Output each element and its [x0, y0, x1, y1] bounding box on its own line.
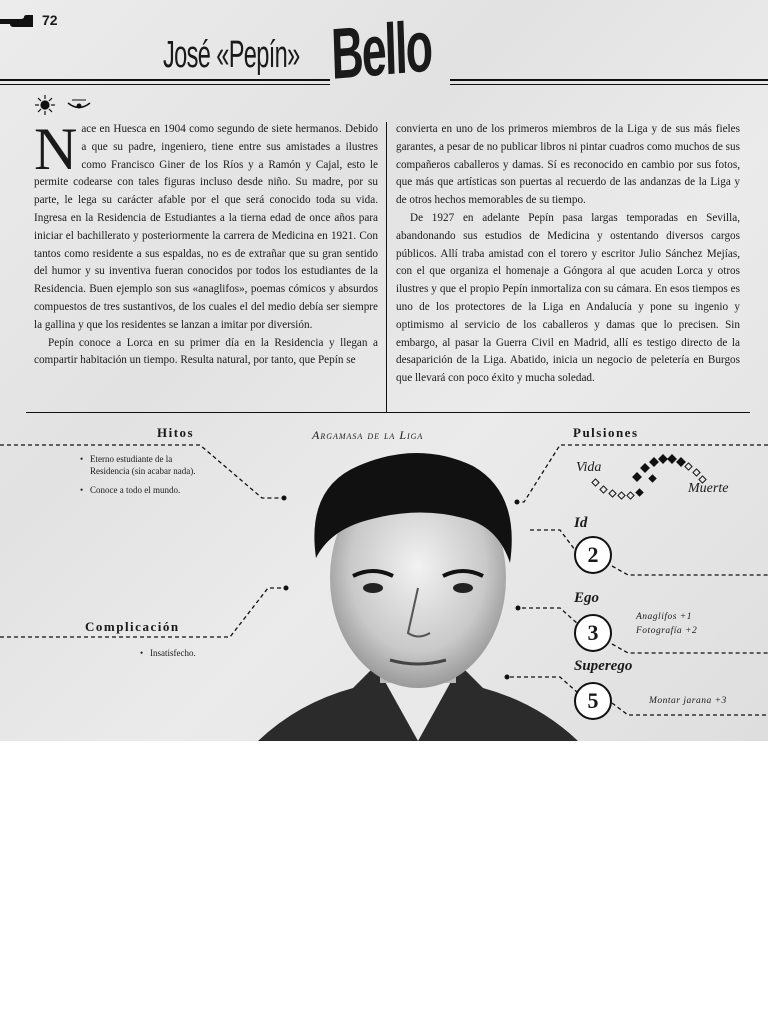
- title-surname: Bello: [330, 6, 433, 95]
- hitos-list: [80, 453, 205, 503]
- ego-note: Fotografía +2: [636, 626, 698, 636]
- hitos-item: • Eterno estudiante de la Residencia (sin acabar nada).: [80, 453, 205, 477]
- bio-paragraph-3: convierta en uno de los primeros miembros de la Liga y de sus más fieles garantes, a pesar de no publicar libros ni pintar cuadros como muchos de sus compañeros caballeros y damas. Sí es reconocido en cambio por sus fotos, que más que artísticas son puertas al recuerdo de las andanzas de la Liga y de otros hechos memorables de su tiempo.: [396, 123, 740, 207]
- bio-right-column: [396, 121, 740, 388]
- pointing-hand-icon: [0, 14, 34, 28]
- page-number: 72: [42, 12, 58, 28]
- column-divider: [386, 122, 387, 412]
- header-rule-right: [450, 79, 768, 81]
- pulsion-meter-icon: [590, 452, 715, 502]
- eye-ornament-icon: [68, 100, 90, 109]
- complicacion-list: [140, 647, 230, 666]
- superego-label: Superego: [574, 658, 633, 674]
- hitos-heading: Hitos: [157, 425, 195, 440]
- drop-cap: N: [34, 116, 78, 182]
- ego-label: Ego: [574, 590, 600, 606]
- title-first-name: José «Pepín»: [163, 34, 300, 76]
- header-rule-right-thin: [450, 84, 768, 85]
- hitos-item: • Conoce a todo el mundo.: [80, 484, 205, 496]
- superego-note: Montar jarana +3: [649, 696, 727, 706]
- complicacion-item: • Insatisfecho.: [140, 647, 230, 659]
- vida-label: Vida: [576, 460, 602, 475]
- superego-value-circle: 5: [574, 682, 612, 720]
- header-rule-left: [0, 79, 330, 81]
- bio-paragraph-2: Pepín conoce a Lorca en su primer día en la Residencia y llegan a compartir habitación un tiempo. Resulta natural, por tanto, que Pepín se: [34, 336, 378, 367]
- bio-paragraph-1: ace en Huesca en 1904 como segundo de siete hermanos. Debido a que su padre, ingeniero, tiene entre sus amistades a ilustres como Francisco Giner de los Ríos y a Ramón y Cajal, esto le permite codearse con tales figuras incluso desde niño. Su madre, por su parte, le lega su carácter afable por el que será conocido toda su vida. Ingresa en la Residencia de Estudiantes a la tierna edad de once años para iniciar el bachillerato y posteriormente la carrera de Medicina en 1921. Con tantos como residente a sus espaldas, no es de extrañar que su gran sentido del humor y su inventiva fueran conocidos por todos los estudiantes de la Residencia. Buen ejemplo son sus «anaglifos», poemas cómicos y absurdos compuestos de tres sustantivos, de los cuales el del medio debía ser siempre la gallina y que los residentes se lanzan a imitar por diversión.: [34, 123, 378, 331]
- sun-ornament-icon: [34, 94, 94, 116]
- pulsiones-heading: Pulsiones: [573, 425, 639, 440]
- ego-notes: [636, 610, 697, 638]
- muerte-label: Muerte: [688, 481, 729, 496]
- header-rule-left-thin: [0, 84, 330, 85]
- argamasa-subtitle: Argamasa de la Liga: [312, 428, 424, 442]
- id-value-circle: 2: [574, 536, 612, 574]
- bio-left-column: [34, 116, 378, 370]
- bio-paragraph-4: De 1927 en adelante Pepín pasa largas temporadas en Sevilla, abandonando sus estudios de Medicina y ostentando diversos cargos públicos. Allí traba amistad con el torero y escritor Julio Sánchez Mejías, con el que organiza el homenaje a Góngora al que acuden Lorca y otros ilustres y que el propio Pepín inmortaliza con su cámara. En esos tiempos es uno de los protectores de la Liga en Andalucía y pone su ingenio y optimismo al servicio de los caballeros y damas que lo precisen. Sin embargo, al pasar la Guerra Civil en Madrid, allí es testigo directo de la desaparición de la Liga. Abatido, inicia un negocio de peletería en Burgos que llevará con poco éxito y mucha soledad.: [396, 211, 740, 385]
- id-label: Id: [574, 515, 588, 531]
- ego-value-circle: 3: [574, 614, 612, 652]
- ego-note: Anaglifos +1: [636, 612, 692, 622]
- superego-notes: [649, 694, 727, 708]
- complicacion-heading: Complicación: [85, 619, 180, 634]
